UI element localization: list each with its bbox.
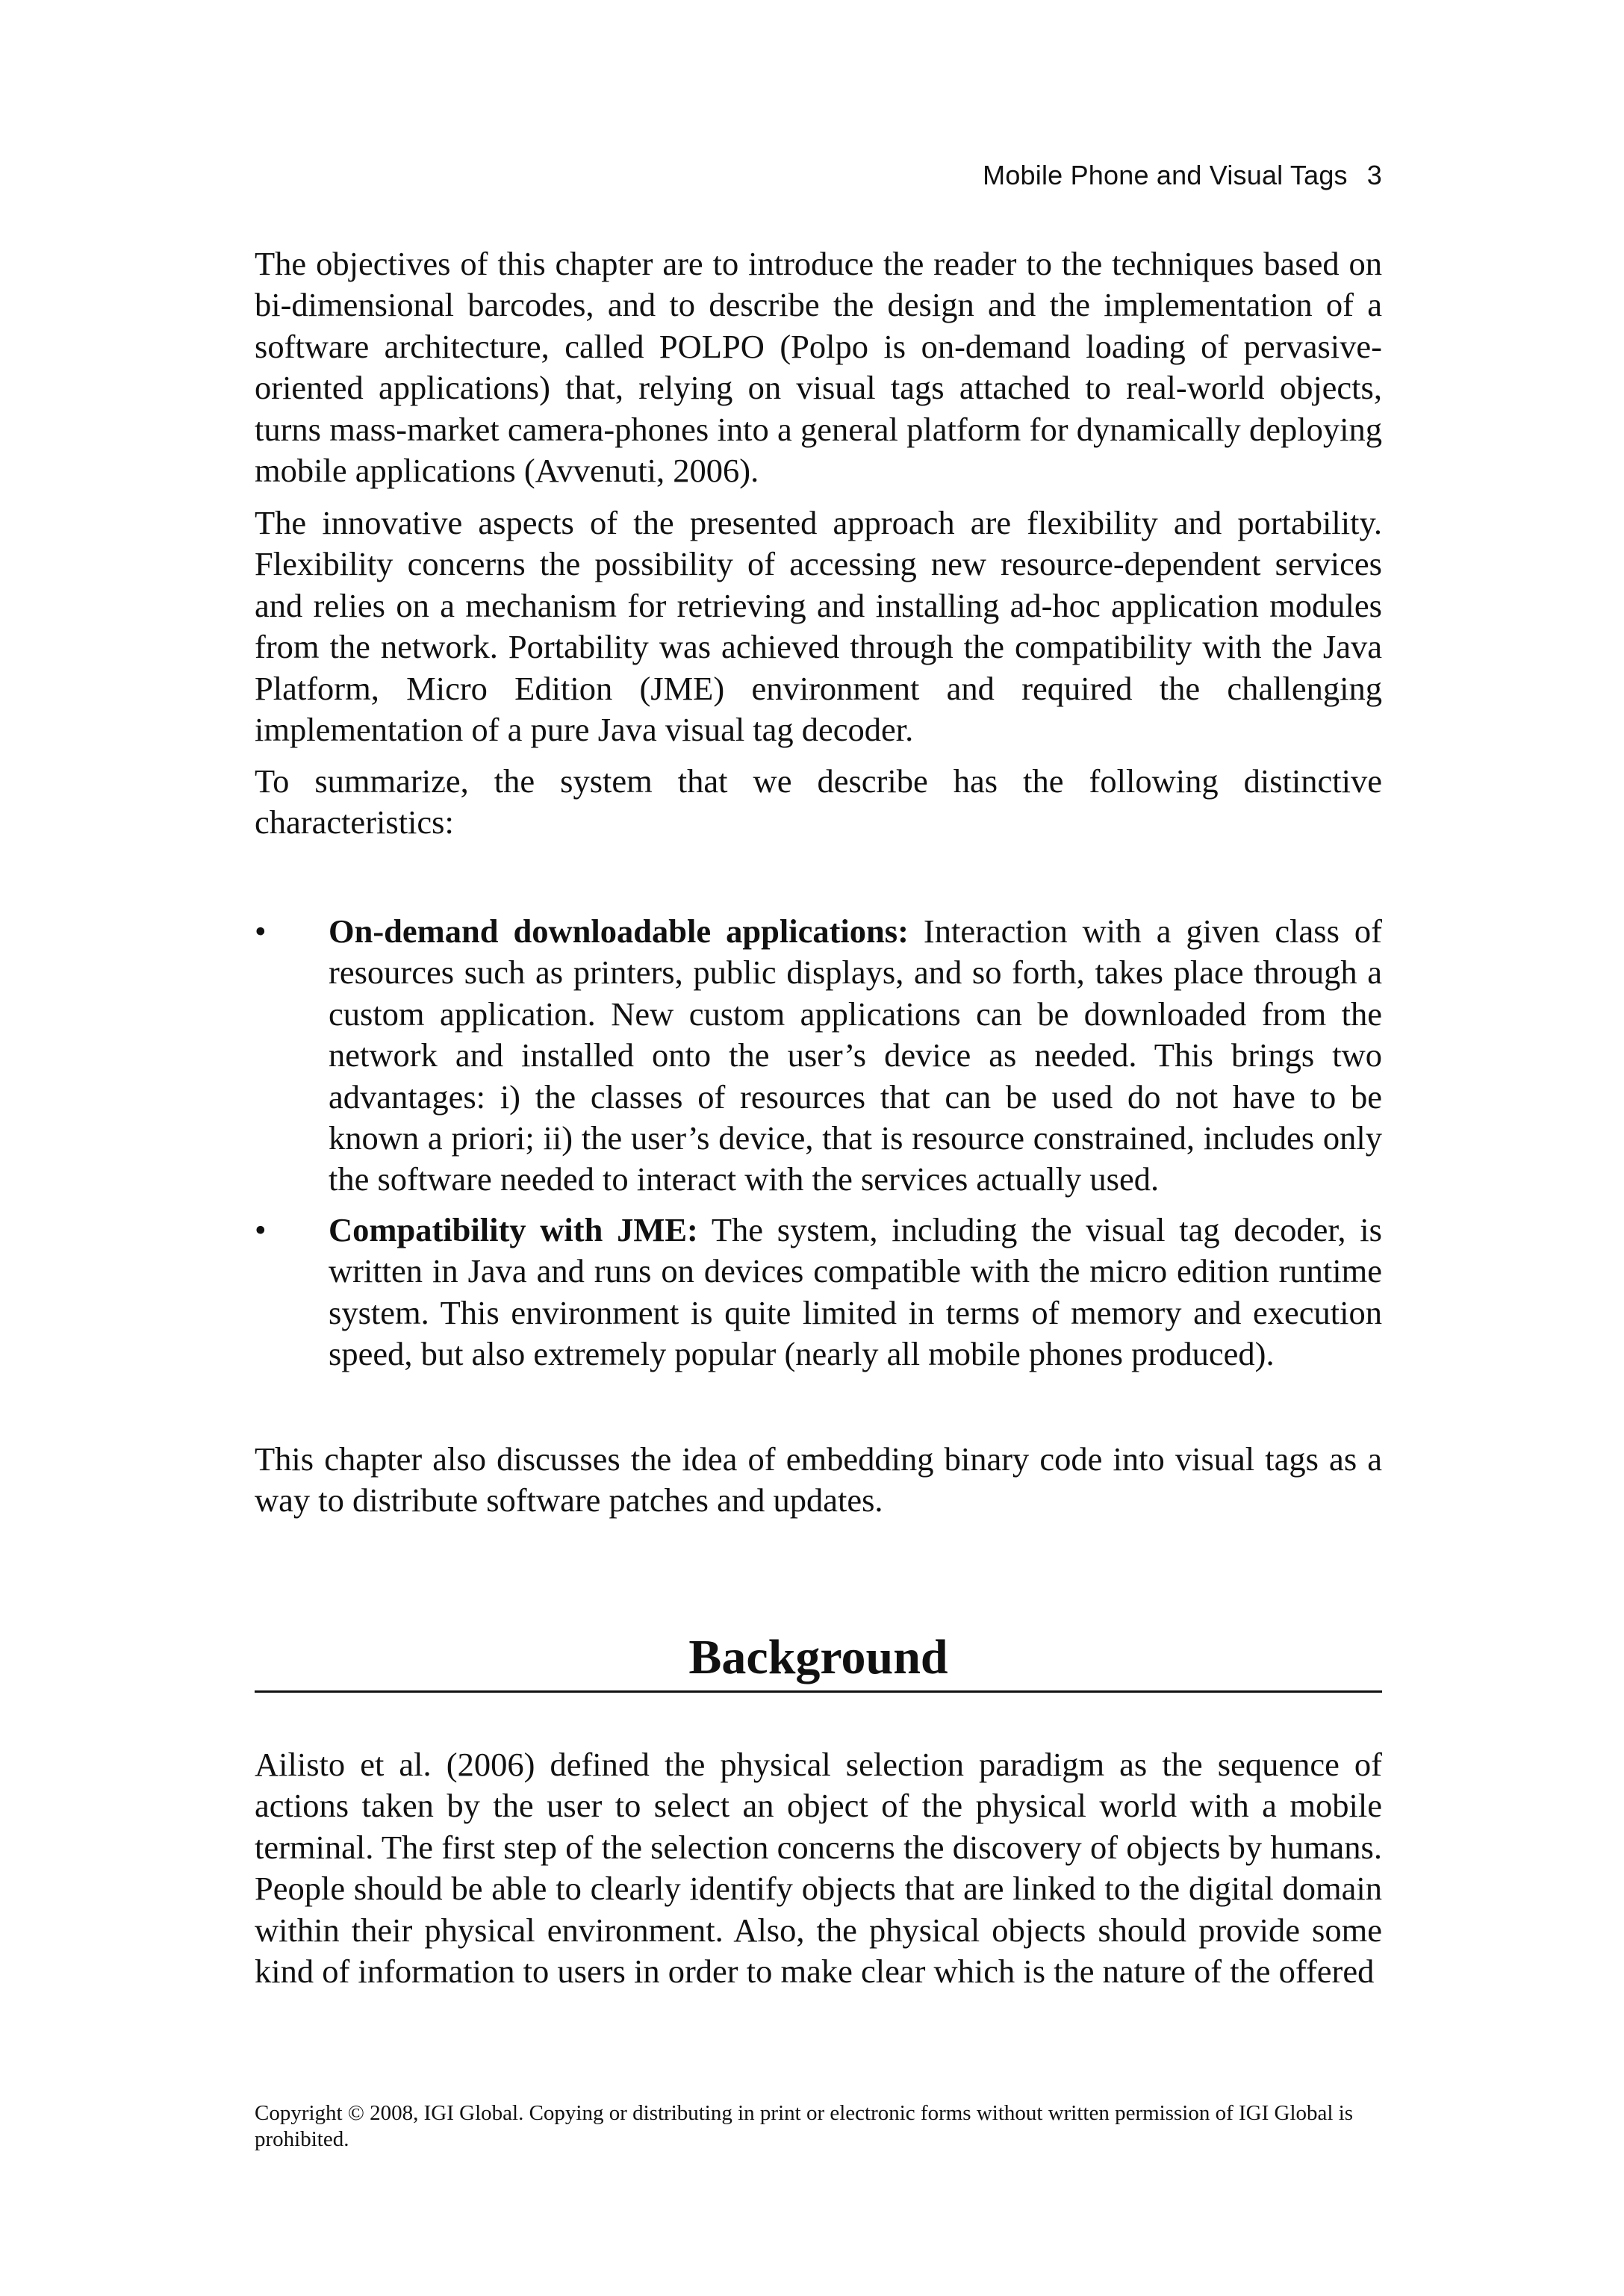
list-item-text: The system, including the visual tag decoder, is written in Java and runs on devices compatible with the micro edition runtime system. This environment is quite limited in terms of memory and execution speed, but also extremely popular (nearly all mobile phones produced). [329,1210,1382,1373]
list-item-text: Interaction with a given class of resources such as printers, public displays, and so forth, takes place through a custom application. New custom applications can be downloaded from the network and installed onto the user’s device as needed. This brings two advantages: i) the classes of resources that can be used do not have to be known a priori; ii) the user’s device, that is resource constrained, includes only the software needed to interact with the services actually used. [329,912,1382,1198]
list-item [255,1210,1382,1375]
paragraph-innovative [255,503,1382,750]
paragraph-text: The objectives of this chapter are to introduce the reader to the techniques based on bi-dimensional barcodes, and to describe the design and the implementation of a software architecture, called POLPO (Polpo is on-demand loading of pervasive-oriented applications) that, relying on visual tags attached to real-world objects, turns mass-market camera-phones into a general platform for dynamically deploying mobile applications (Avvenuti, 2006). [255,245,1382,490]
characteristics-list [255,911,1382,1384]
page-number: 3 [1366,160,1382,190]
paragraph-text: To summarize, the system that we describe has the following distinctive characteristics: [255,762,1382,841]
copyright-notice: Copyright © 2008, IGI Global. Copying or distributing in print or electronic forms without written permission of IGI Global is prohibited. [255,2101,1354,2151]
paragraph-text: This chapter also discusses the idea of embedding binary code into visual tags as a way to distribute software patches and updates. [255,1440,1382,1519]
bullet-marker: • [255,1210,267,1248]
paragraph-discusses [255,1439,1382,1522]
paragraph-summarize [255,761,1382,844]
paragraph-text: Ailisto et al. (2006) defined the physical selection paradigm as the sequence of actions taken by the user to select an object of the physical world with a mobile terminal. The first step of the selection concerns the discovery of objects by humans. People should be able to clearly identify objects that are linked to the digital domain within their physical environment. Also, the physical objects should provide some kind of information to users in order to make clear which is the nature of the offered [255,1746,1382,1991]
paragraph-ailisto [255,1744,1382,1992]
list-item [255,911,1382,1201]
paragraph-text: The innovative aspects of the presented approach are flexibility and portability. Flexibility concerns the possibility of accessing new resource-dependent services and relies on a mechanism for retrieving and installing ad-hoc application modules from the network. Portability was achieved through the compatibility with the Java Platform, Micro Edition (JME) environment and required the challenging implementation of a pure Java visual tag decoder. [255,504,1382,749]
running-header [983,160,1382,191]
list-item-lead: Compatibility with JME: [329,1210,698,1248]
section-heading: Background [255,1628,1382,1693]
list-item-lead: On-demand downloadable applications: [329,912,909,950]
paragraph-objectives [255,243,1382,491]
running-title: Mobile Phone and Visual Tags [983,160,1348,190]
bullet-marker: • [255,912,267,950]
